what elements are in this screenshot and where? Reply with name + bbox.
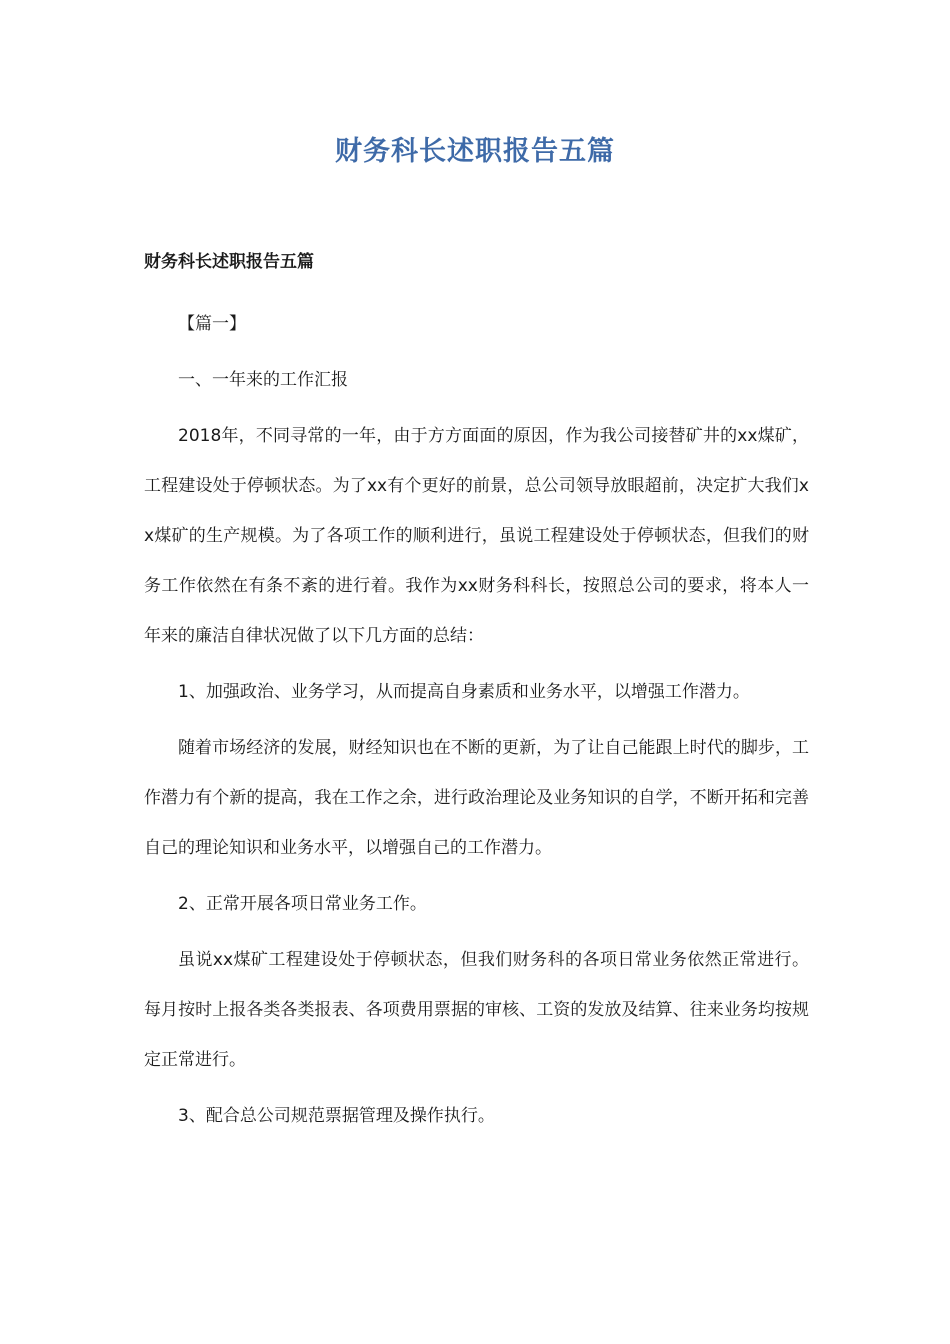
document-body	[144, 245, 809, 1147]
paragraph-daily-work: 虽说xx煤矿工程建设处于停顿状态，但我们财务科的各项日常业务依然正常进行。每月按时上报各类各类报表、各项费用票据的审核、工资的发放及结算、往来业务均按规定正常进行。	[144, 950, 809, 1070]
item-heading-2: 2、正常开展各项日常业务工作。	[178, 894, 427, 914]
document-subtitle: 财务科长述职报告五篇	[144, 252, 314, 272]
section-heading-annual-report: 一、一年来的工作汇报	[178, 370, 348, 390]
paragraph-intro: 2018年，不同寻常的一年，由于方方面面的原因，作为我公司接替矿井的xx煤矿，工程建设处于停顿状态。为了xx有个更好的前景，总公司领导放眼超前，决定扩大我们xx煤矿的生产规模。为了各项工作的顺利进行，虽说工程建设处于停顿状态，但我们的财务工作依然在有条不紊的进行着。我作为xx财务科科长，按照总公司的要求，将本人一年来的廉洁自律状况做了以下几方面的总结：	[144, 426, 809, 646]
item-heading-1: 1、加强政治、业务学习，从而提高自身素质和业务水平，以增强工作潜力。	[178, 682, 750, 702]
section-heading-part-one: 【篇一】	[178, 314, 246, 334]
paragraph-study: 随着市场经济的发展，财经知识也在不断的更新，为了让自己能跟上时代的脚步，工作潜力有个新的提高，我在工作之余，进行政治理论及业务知识的自学，不断开拓和完善自己的理论知识和业务水平，以增强自己的工作潜力。	[144, 738, 809, 858]
document-title: 财务科长述职报告五篇	[335, 136, 615, 167]
item-heading-3: 3、配合总公司规范票据管理及操作执行。	[178, 1106, 495, 1126]
